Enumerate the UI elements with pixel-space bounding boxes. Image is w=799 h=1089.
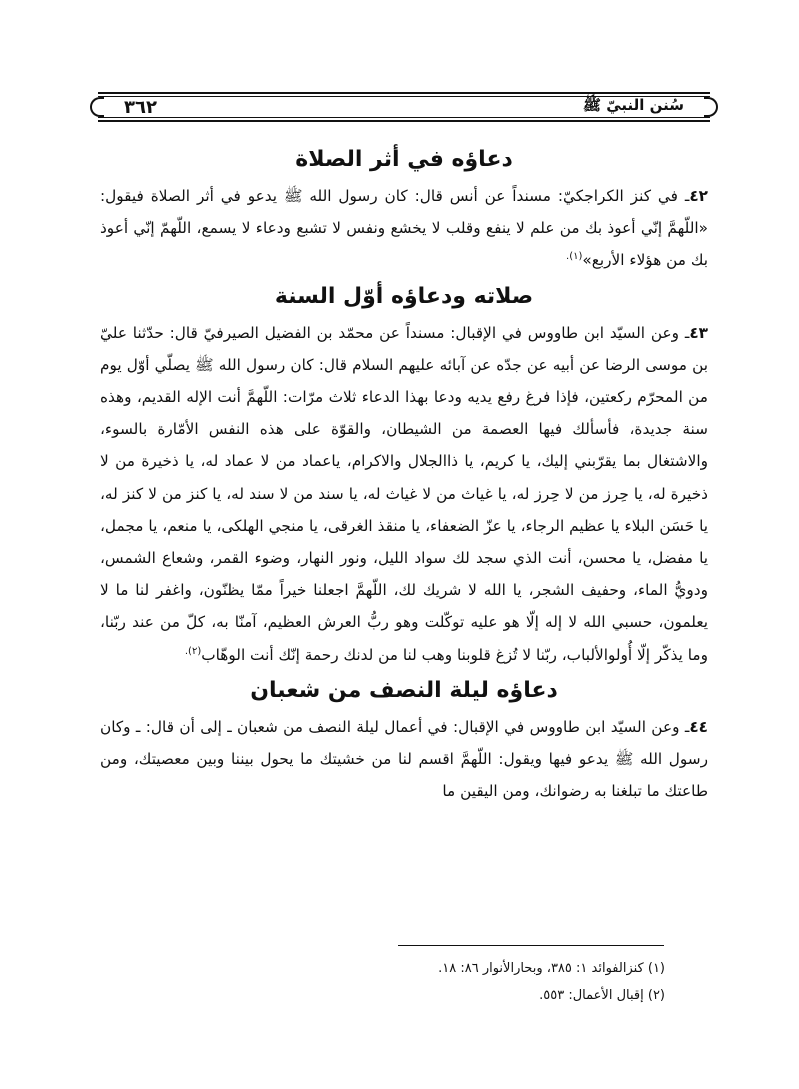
hadith-text: ـ وعن السيّد ابن طاووس في الإقبال: في أعمال ليلة النصف من شعبان ـ إلى أن قال: ـ وكان رسول الله ﷺ يدعو فيها ويقول: اللّهمَّ اقسم لنا من خشيتك ما يحول بيننا وبين معصيتك، ومن طاعتك ما تبلغنا به رضوانك، ومن اليقين ما bbox=[100, 717, 708, 801]
hadith-paragraph bbox=[100, 180, 708, 277]
hadith-text: ـ وعن السيّد ابن طاووس في الإقبال: مسنداً عن محمّد بن الفضيل الصيرفيّ قال: حدّثنا عليّ بن موسى الرضا عن أبيه عن جدّه عن آبائه عليهم السلام قال: كان رسول الله ﷺ يصلّي أوّل يوم من المحرّم ركعتين، فإذا فرغ رفع يديه ودعا بهذا الدعاء ثلاث مرّات: اللّهمَّ أنت الإله القديم، وهذه سنة جديدة، فأسألك فيها العصمة من الشيطان، والقوّة على هذه النفس الأمّارة بالسوء، والاشتغال بما يقرّبني إليك، يا كريم، يا ذاالجلال والاكرام، ياعماد من لا عماد له، يا ذخيرة من لا ذخيرة له، يا حِرز من لا حِرز له، يا غياث من لا غياث له، يا سند من لا سند له، يا كنز من لا كنز له، يا حَسَن البلاء يا عظيم الرجاء، يا عزّ الضعفاء، يا منقذ الغرقى، يا منجي الهلكى، يا منعم، يا مجمل، يا مفضل، يا محسن، أنت الذي سجد لك سواد الليل، ونور النهار، وضوء القمر، وشعاع الشمس، ودويُّ الماء، وحفيف الشجر، يا الله لا شريك لك، اللّهمَّ اجعلنا خيراً ممّا يظنّون، واغفر لنا ما لا يعلمون، حسبي الله لا إله إلّا هو عليه توكّلت وهو ربُّ العرش العظيم، آمنّا به، كلّ من عند ربّنا، وما يذكّر إلّا أُولوالألباب، ربّنا لا تُزغ قلوبنا وهب لنا من لدنك رحمة إنّك أنت الوهّاب bbox=[100, 323, 708, 664]
footnote: (٢) إقبال الأعمال: ٥٥٣. bbox=[539, 988, 665, 1003]
page-number: ٣٦٢ bbox=[124, 96, 157, 118]
page-header bbox=[98, 92, 710, 122]
hadith-number: ٤٤ bbox=[689, 717, 708, 736]
footnote-ref: (١). bbox=[566, 251, 583, 263]
footnote: (١) كنزالفوائد ١: ٣٨٥، وبحارالأنوار ٨٦: ١٨. bbox=[438, 961, 665, 976]
footnotes bbox=[100, 955, 665, 1009]
header-ornament-right bbox=[704, 97, 718, 117]
section-heading: دعاؤه ليلة النصف من شعبان bbox=[250, 677, 558, 703]
hadith-paragraph bbox=[100, 317, 708, 671]
running-title: سُنن النبيّ ﷺ bbox=[582, 96, 684, 114]
footnote-divider bbox=[398, 945, 664, 946]
main-text bbox=[100, 140, 708, 807]
hadith-number: ٤٣ bbox=[689, 323, 708, 342]
footnote-ref: (٢). bbox=[184, 645, 202, 657]
hadith-number: ٤٢ bbox=[689, 187, 708, 205]
header-ornament-left bbox=[90, 97, 104, 117]
section-heading: دعاؤه في أثر الصلاة bbox=[295, 147, 513, 172]
hadith-paragraph bbox=[100, 711, 708, 808]
section-heading: صلاته ودعاؤه أوّل السنة bbox=[274, 283, 534, 309]
hadith-text: ـ في كنز الكراجكيّ: مسنداً عن أنس قال: كان رسول الله ﷺ يدعو في أثر الصلاة فيقول: «اللّهمَّ إنّي أعوذ بك من علم لا ينفع وقلب لا يخشع ونفس لا تشبع ودعاء لا يسمع، اللّهمّ إنّي أعوذ بك من هؤلاء الأربع» bbox=[100, 187, 708, 270]
